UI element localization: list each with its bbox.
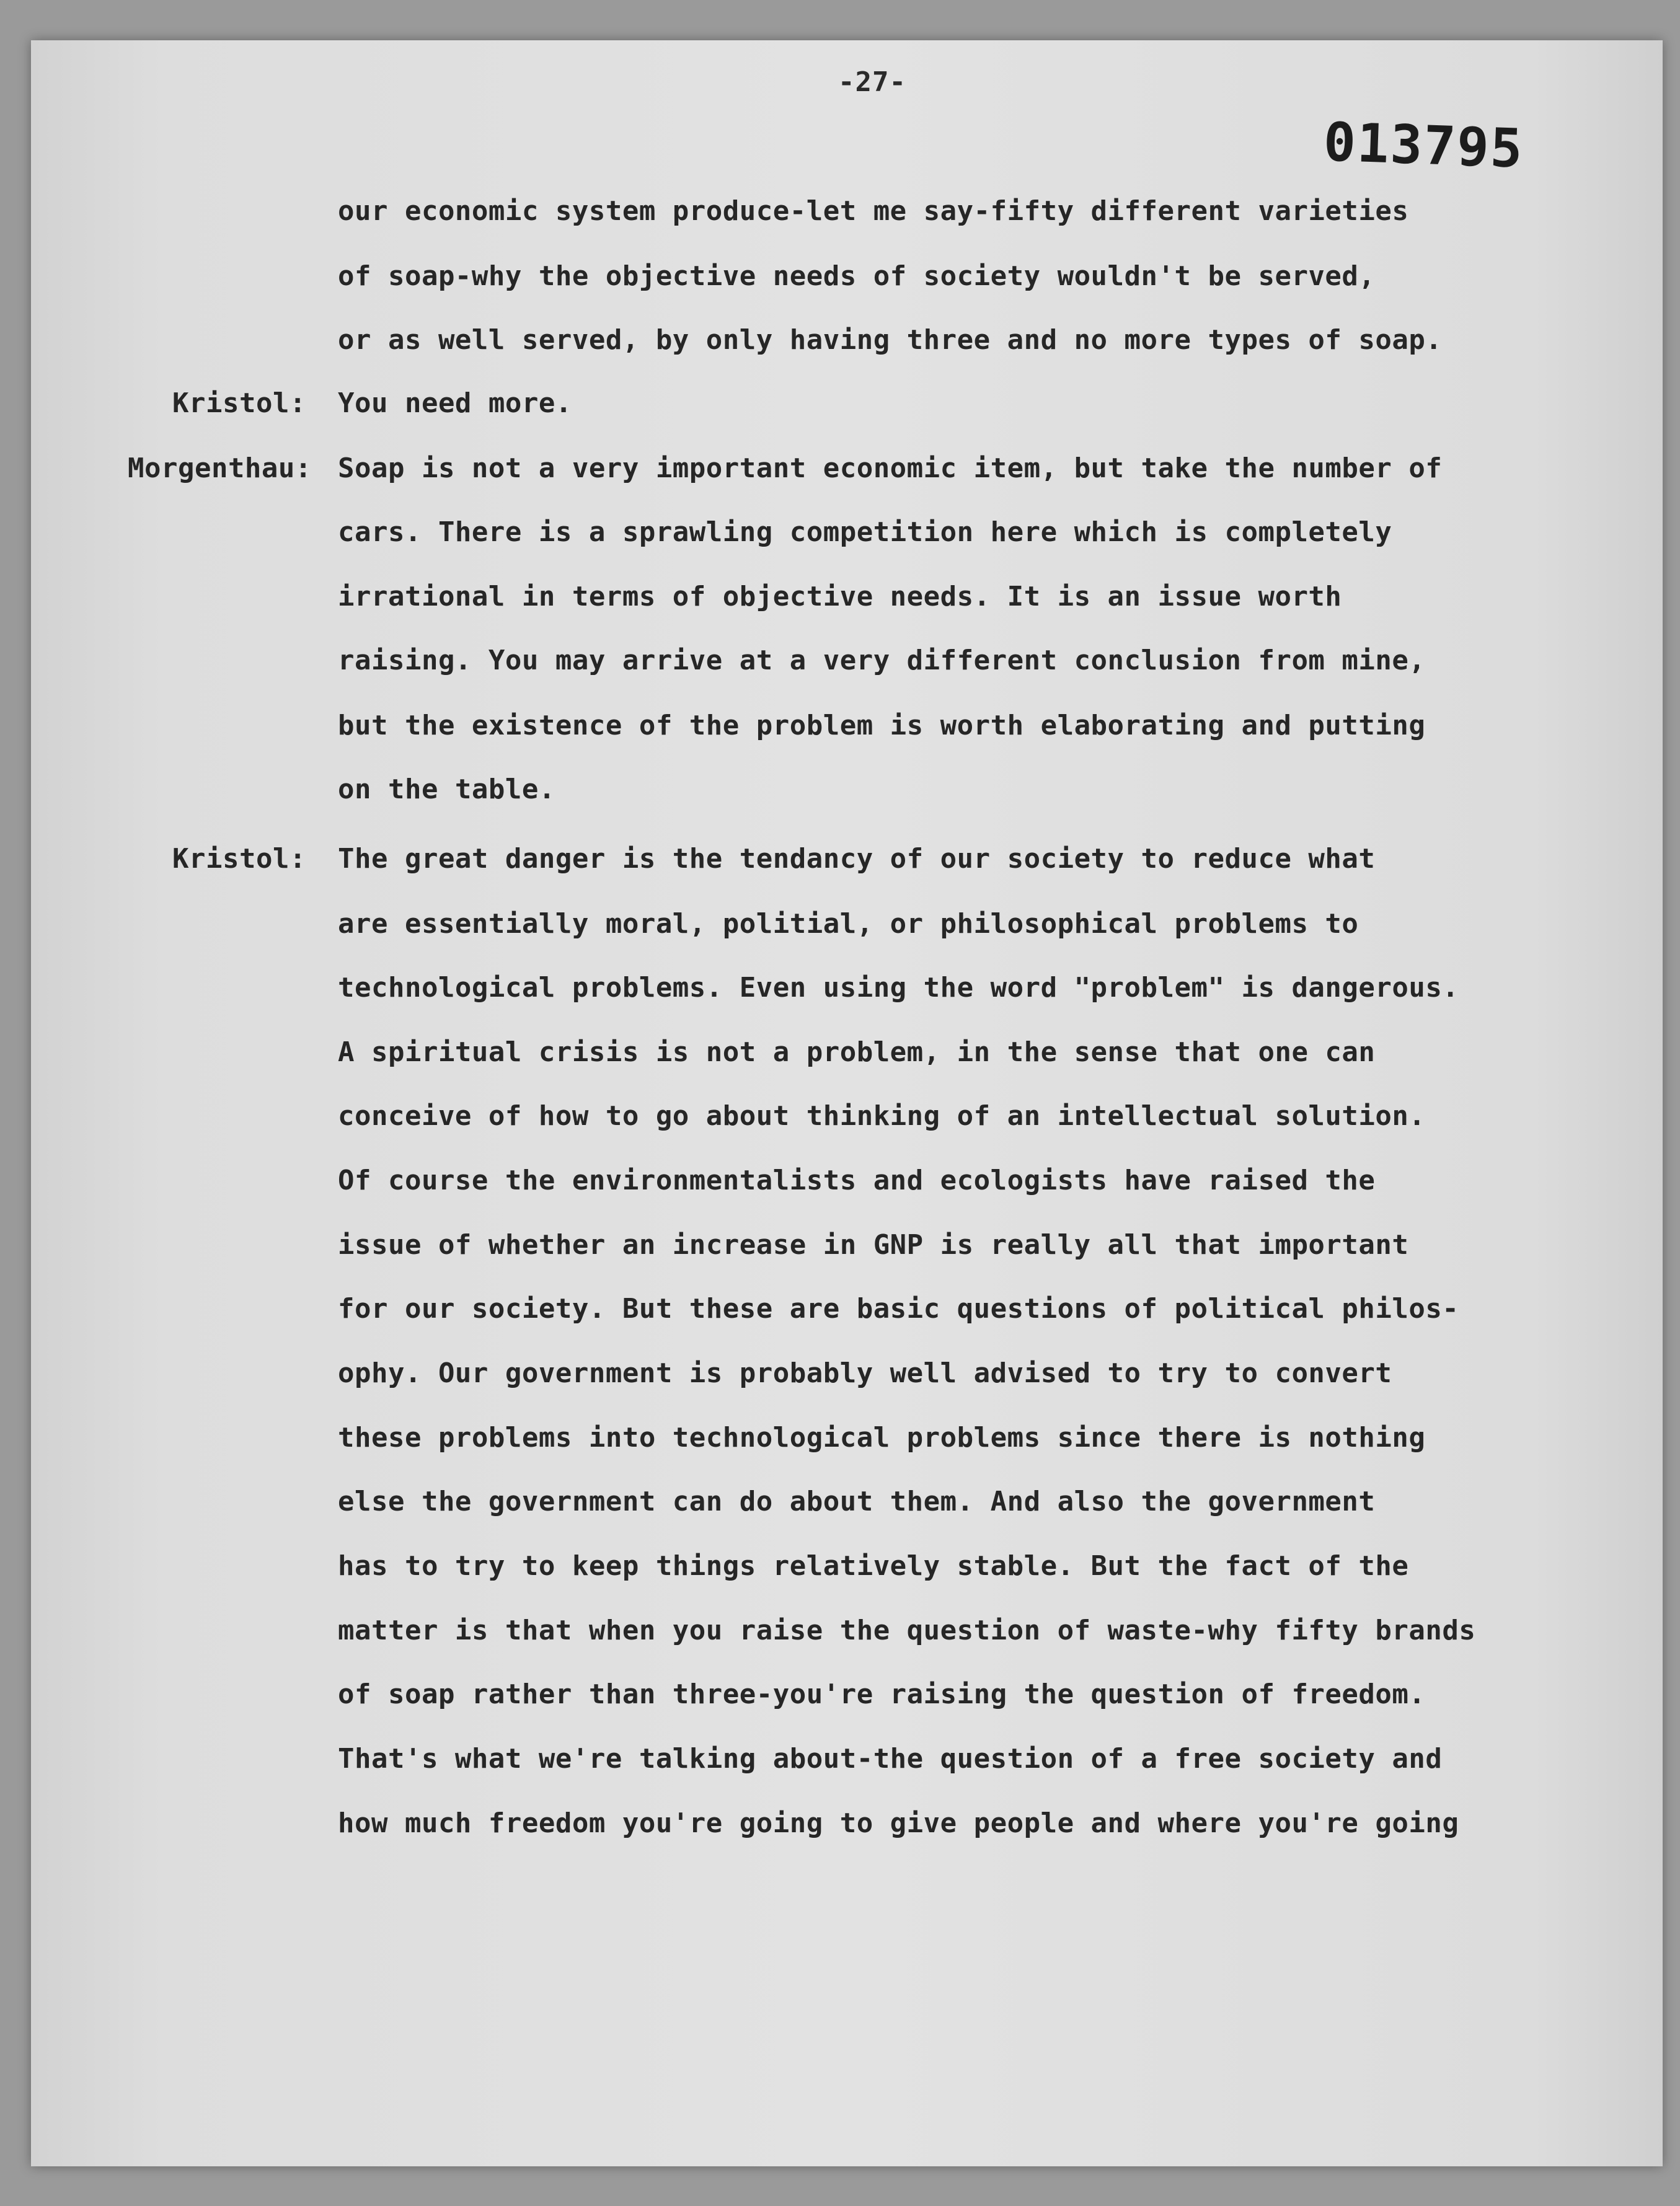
transcript-line: irrational in terms of objective needs. It is an issue worth <box>338 581 1342 612</box>
document-id-stamp: 013795 <box>1322 111 1525 180</box>
transcript-line: our economic system produce-let me say-fifty different varieties <box>338 195 1409 227</box>
transcript-line: conceive of how to go about thinking of an intellectual solution. <box>338 1100 1426 1132</box>
transcript-line: matter is that when you raise the question of waste-why fifty brands <box>338 1615 1476 1646</box>
transcript-line: raising. You may arrive at a very different conclusion from mine, <box>338 645 1426 676</box>
transcript-line: of soap-why the objective needs of society wouldn't be served, <box>338 260 1376 292</box>
transcript-line: ophy. Our government is probably well advised to try to convert <box>338 1357 1392 1389</box>
transcript-line: cars. There is a sprawling competition here which is completely <box>338 516 1392 548</box>
speaker-label: Kristol: <box>172 843 306 875</box>
transcript-line: or as well served, by only having three and no more types of soap. <box>338 324 1443 356</box>
transcript-line: That's what we're talking about-the question of a free society and <box>338 1743 1443 1775</box>
transcript-line: of soap rather than three-you're raising the question of freedom. <box>338 1679 1426 1710</box>
transcript-line: A spiritual crisis is not a problem, in the sense that one can <box>338 1036 1376 1068</box>
transcript-line: else the government can do about them. And also the government <box>338 1486 1376 1517</box>
transcript-line: these problems into technological problems since there is nothing <box>338 1422 1426 1454</box>
transcript-line: The great danger is the tendancy of our society to reduce what <box>338 843 1376 875</box>
transcript-line: issue of whether an increase in GNP is really all that important <box>338 1229 1409 1261</box>
document-page <box>31 40 1663 2166</box>
transcript-line: how much freedom you're going to give people and where you're going <box>338 1807 1459 1839</box>
transcript-line: Of course the environmentalists and ecologists have raised the <box>338 1165 1376 1196</box>
transcript-line: for our society. But these are basic questions of political philos- <box>338 1293 1459 1325</box>
speaker-label: Kristol: <box>172 387 306 419</box>
transcript-line: has to try to keep things relatively stable. But the fact of the <box>338 1550 1409 1582</box>
transcript-line: but the existence of the problem is worth elaborating and putting <box>338 710 1426 741</box>
transcript-line: technological problems. Even using the word "problem" is dangerous. <box>338 972 1459 1004</box>
transcript-line: You need more. <box>338 387 572 419</box>
transcript-line: on the table. <box>338 774 555 805</box>
speaker-label: Morgenthau: <box>128 452 312 484</box>
page-number: -27- <box>838 66 906 98</box>
transcript-body <box>31 40 1663 2166</box>
transcript-line: are essentially moral, politial, or philosophical problems to <box>338 908 1359 940</box>
transcript-line: Soap is not a very important economic item, but take the number of <box>338 452 1443 484</box>
